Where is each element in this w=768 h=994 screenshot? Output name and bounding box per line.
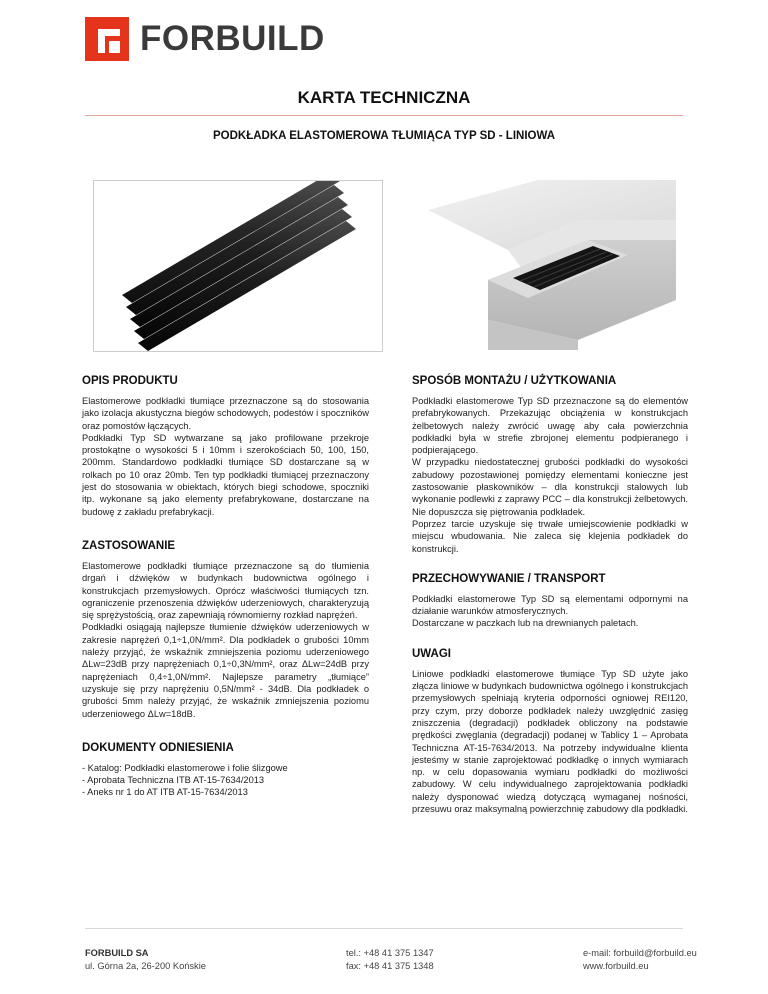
- company-address: ul. Górna 2a, 26-200 Końskie: [85, 961, 206, 971]
- installation-diagram-image: [388, 180, 676, 350]
- dokument-item: - Katalog: Podkładki elastomerowe i folie ślizgowe: [82, 762, 288, 773]
- dokument-item: - Aneks nr 1 do AT ITB AT-15-7634/2013: [82, 787, 248, 798]
- uwagi-heading: UWAGI: [412, 647, 451, 660]
- footer-divider: [85, 928, 683, 929]
- zastosowanie-text: Elastomerowe podkładki tłumiące przeznaczone są do tłumienia drgań i dźwięków w budynkach budownictwa ogólnego i konstrukcjach przemysłowych. Oprócz właściwości tłumiących tzn. ograniczenie przenoszenia dźwięków uderzeniowych, charakteryzują się sprężystością, oraz zapewniają równomierny rozkład naprężeń. Podkładki osiągają najlepsze tłumienie dźwięków uderzeniowych w zakresie naprężeń 0,1÷1,0N/mm². Dla podkładek o grubości 10mm należy przyjąć, że wskaźnik zmniejszenia poziomu uderzeniowego ΔLw=23dB przy naprężeniach 0,1÷0,3N/mm², oraz ΔLw=24dB przy naprężeniach 0,4÷1,0N/mm². Najlepsze parametry „tłumiące” uzyskuje się przy naprężeniu 0,5N/mm² - 34dB. Dla podkładek o grubości 5mm należy przyjąć, że wskaźnik zmniejszenia poziomu uderzeniowego ΔLw=18dB.: [82, 560, 369, 719]
- company-name: FORBUILD SA: [85, 948, 149, 958]
- title-divider: [85, 115, 683, 116]
- dokumenty-heading: DOKUMENTY ODNIESIENIA: [82, 741, 234, 754]
- dokument-item: - Aprobata Techniczna ITB AT-15-7634/2013: [82, 775, 265, 786]
- przechowywanie-text: Podkładki elastomerowe Typ SD są elementami odpornymi na działanie warunków atmosferycznych. Dostarczane w paczkach lub na drewnianych paletach.: [412, 593, 688, 629]
- page-title: KARTA TECHNICZNA: [297, 88, 471, 107]
- brand-name: FORBUILD: [140, 19, 325, 58]
- montaz-text: Podkładki elastomerowe Typ SD przeznaczone są do elementów prefabrykowanych. Przekazując obciążenia w konstrukcjach żelbetowych należy zwrócić uwagę aby cała powierzchnia podkładki była w strefie zbrojonej elementu podpieranego i podpierającego. W przypadku niedostatecznej grubości podkładki do wysokości zabudowy pozostawionej pomiędzy elementami konieczne jest zastosowanie płaskowników – dla konstrukcji stalowych lub wykonanie podlewki z zaprawy PCC – dla konstrukcji żelbetowych. Nie dopuszcza się piętrowania podkładek. Poprzez tarcie uzyskuje się trwałe umiejscowienie podkładki w miejscu wbudowania. Nie zaleca się klejenia podkładek do konstrukcji.: [412, 396, 688, 554]
- brand-logo: [85, 17, 325, 61]
- footer-company: [85, 947, 206, 973]
- przechowywanie-heading: PRZECHOWYWANIE / TRANSPORT: [412, 572, 606, 585]
- phone-tel: tel.: +48 41 375 1347: [346, 948, 434, 958]
- dokumenty-list: [82, 762, 369, 799]
- uwagi-text: Liniowe podkładki elastomerowe tłumiące Typ SD użyte jako złącza liniowe w budynkach budownictwa ogólnego i konstrukcjach przemysłowych spełniają kryteria odporności ogniowej REI120, przy czym, przy doborze podkładek należy uwzględnić zasięg zniszczenia (degradacji) podkładek obliczony na podstawie prędkości zwęglania (degradacji) podanej w Tablicy 1 – Aprobata Techniczna AT-15-7634/2013. Na potrzeby indywidualne klienta jesteśmy w stanie zaprojektować podkładkę o innych wymiarach np. w celu dopasowania wymiaru podkładki do możliwości zabudowy. W celu indywidualnego zaprojektowania podkładki należy dysponować wiedzą dotyczącą wymaganej nośności, przesuwu oraz maksymalną powierzchnię zabudowy dla podkładki.: [412, 668, 688, 815]
- page-subtitle: PODKŁADKA ELASTOMEROWA TŁUMIĄCA TYP SD - LINIOWA: [212, 130, 555, 142]
- forbuild-logo-icon: [85, 17, 129, 61]
- opis-text: Elastomerowe podkładki tłumiące przeznaczone są do stosowania jako izolacja akustyczna biegów schodowych, podestów i spoczników oraz pomostów łączących. Podkładki Typ SD wytwarzane są jako profilowane przekroje prostokątne o wysokości 5 i 10mm i szerokościach 50, 100, 150, 200mm. Standardowo podkładki tłumiące SD dostarczane są w rolkach po 10 oraz 20mb. Ten typ podkładki tłumiącej przeznaczony jest do stosowania w obiektach, których biegi schodowe, spoczniki itp. wykonane są jako elementy prefabrykowane, dostarczane na budowę z zakładu prefabrykacji.: [82, 396, 369, 517]
- footer-contact: [583, 947, 697, 973]
- footer-phones: [346, 947, 434, 973]
- email-link[interactable]: e-mail: forbuild@forbuild.eu: [583, 948, 697, 958]
- zastosowanie-heading: ZASTOSOWANIE: [82, 539, 176, 552]
- left-column: [82, 375, 369, 799]
- montaz-heading: SPOSÓB MONTAŻU / UŻYTKOWANIA: [412, 375, 617, 387]
- website-link[interactable]: www.forbuild.eu: [583, 961, 649, 971]
- product-strips-image: [93, 180, 383, 352]
- right-column: [412, 375, 688, 815]
- phone-fax: fax: +48 41 375 1348: [346, 961, 434, 971]
- opis-heading: OPIS PRODUKTU: [82, 375, 178, 387]
